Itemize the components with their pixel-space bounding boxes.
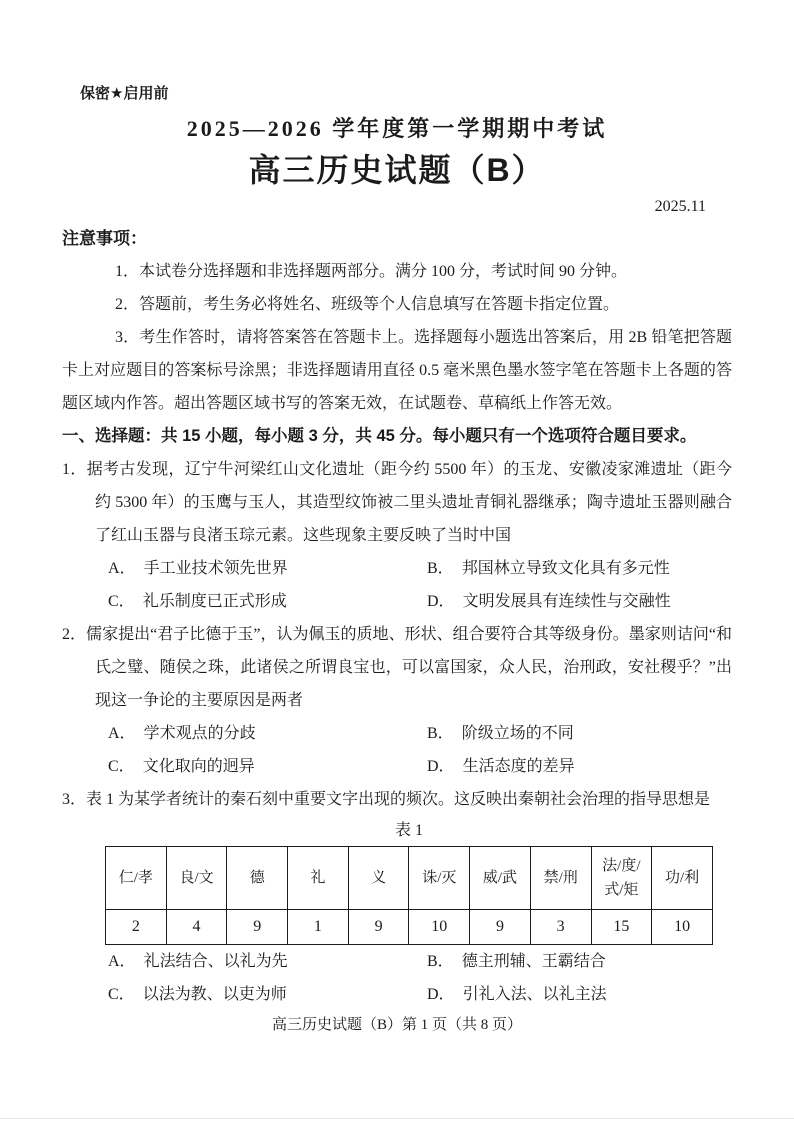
table-header-cell: 法/度/式/矩 bbox=[591, 847, 652, 910]
option-text: 引礼入法、以礼主法 bbox=[462, 986, 607, 1003]
question-3-option-d bbox=[427, 978, 732, 1011]
table-value-cell: 15 bbox=[591, 910, 652, 945]
section-heading: 一、选择题：共 15 小题，每小题 3 分，共 45 分。每小题只有一个选项符合题目要求。 bbox=[62, 427, 697, 445]
frequency-table bbox=[105, 846, 713, 945]
frequency-table-header-row bbox=[106, 847, 713, 910]
option-text: 文明发展具有连续性与交融性 bbox=[462, 593, 671, 610]
table-value-cell: 9 bbox=[470, 910, 531, 945]
option-label: B． bbox=[427, 560, 454, 577]
table-header-cell: 德 bbox=[227, 847, 288, 910]
option-text: 手工业技术领先世界 bbox=[143, 560, 288, 577]
table-header-cell: 仁/孝 bbox=[106, 847, 167, 910]
option-label: C． bbox=[108, 593, 135, 610]
option-label: D． bbox=[427, 986, 455, 1003]
table-header-cell: 禁/刑 bbox=[530, 847, 591, 910]
notice-item-2: 2．答题前，考生务必将姓名、班级等个人信息填写在答题卡指定位置。 bbox=[115, 296, 620, 313]
option-label: D． bbox=[427, 593, 455, 610]
table-value-cell: 1 bbox=[288, 910, 349, 945]
table-header-cell: 威/武 bbox=[470, 847, 531, 910]
security-notice: 保密★启用前 bbox=[80, 85, 169, 102]
table-value-cell: 2 bbox=[106, 910, 167, 945]
table-value-cell: 3 bbox=[530, 910, 591, 945]
option-text: 以法为教、以吏为师 bbox=[142, 986, 287, 1003]
question-2-options bbox=[108, 717, 732, 783]
question-2-option-b bbox=[427, 717, 732, 750]
page-footer: 高三历史试题（B）第 1 页（共 8 页） bbox=[271, 1017, 522, 1033]
option-text: 文化取向的迥异 bbox=[142, 758, 255, 775]
question-1-option-d bbox=[427, 585, 732, 618]
notice-item-1: 1．本试卷分选择题和非选择题两部分。满分 100 分，考试时间 90 分钟。 bbox=[115, 263, 628, 280]
question-2-option-c bbox=[108, 750, 427, 783]
table-value-cell: 10 bbox=[652, 910, 713, 945]
exam-session-title: 2025—2026 学年度第一学期期中考试 bbox=[186, 116, 608, 141]
question-1-stem bbox=[62, 453, 732, 552]
option-text: 学术观点的分歧 bbox=[143, 725, 256, 742]
option-label: B． bbox=[427, 953, 454, 970]
table1-caption: 表 1 bbox=[394, 822, 423, 839]
option-label: A． bbox=[108, 725, 136, 742]
scan-edge-artifact bbox=[0, 1118, 794, 1119]
question-1-option-c bbox=[108, 585, 427, 618]
frequency-table-value-row bbox=[106, 910, 713, 945]
option-text: 礼乐制度已正式形成 bbox=[142, 593, 287, 610]
question-2-text: 儒家提出“君子比德于玉”，认为佩玉的质地、形状、组合要符合其等级身份。墨家则诘问“和氏之璧、随侯之珠，此诸侯之所谓良宝也，可以富国家，众人民，治刑政，安社稷乎？”出现这一争论的主要原因是两者 bbox=[86, 626, 732, 709]
question-2-option-a bbox=[108, 717, 427, 750]
option-text: 阶级立场的不同 bbox=[461, 725, 574, 742]
table-value-cell: 9 bbox=[348, 910, 409, 945]
table-header-cell: 良/文 bbox=[166, 847, 227, 910]
question-1-number: 1． bbox=[62, 461, 87, 478]
question-1-option-b bbox=[427, 552, 732, 585]
table-value-cell: 9 bbox=[227, 910, 288, 945]
table-header-cell: 诛/灭 bbox=[409, 847, 470, 910]
option-label: A． bbox=[108, 953, 136, 970]
table-value-cell: 4 bbox=[166, 910, 227, 945]
question-2-option-d bbox=[427, 750, 732, 783]
notes-heading: 注意事项： bbox=[62, 229, 147, 248]
table-header-cell: 义 bbox=[348, 847, 409, 910]
table-header-cell: 礼 bbox=[288, 847, 349, 910]
option-label: B． bbox=[427, 725, 454, 742]
question-3-options bbox=[108, 945, 732, 1011]
option-label: C． bbox=[108, 986, 135, 1003]
table-header-cell: 功/利 bbox=[652, 847, 713, 910]
question-3-option-a bbox=[108, 945, 427, 978]
question-3-stem bbox=[62, 783, 732, 816]
table-value-cell: 10 bbox=[409, 910, 470, 945]
table1-block bbox=[105, 816, 713, 945]
option-text: 邦国林立导致文化具有多元性 bbox=[461, 560, 670, 577]
question-1-option-a bbox=[108, 552, 427, 585]
question-3-option-c bbox=[108, 978, 427, 1011]
question-3-text: 表 1 为某学者统计的秦石刻中重要文字出现的频次。这反映出秦朝社会治理的指导思想是 bbox=[86, 791, 711, 808]
question-3-option-b bbox=[427, 945, 732, 978]
question-2-stem bbox=[62, 618, 732, 717]
question-1-text: 据考古发现，辽宁牛河梁红山文化遗址（距今约 5500 年）的玉龙、安徽凌家滩遗址（距今约 5300 年）的玉鹰与玉人，其造型纹饰被二里头遗址青铜礼器继承；陶寺遗址玉器则融合了红山玉器与良渚玉琮元素。这些现象主要反映了当时中国 bbox=[86, 461, 732, 544]
paper-title: 高三历史试题（B） bbox=[248, 152, 546, 188]
question-2-number: 2． bbox=[62, 626, 87, 643]
notice-item-3: 3．考生作答时，请将答案答在答题卡上。选择题每小题选出答案后，用 2B 铅笔把答题卡上对应题目的答案标号涂黑；非选择题请用直径 0.5 毫米黑色墨水签字笔在答题卡上各题的答题区域内作答。超出答题区域书写的答案无效，在试题卷、草稿纸上作答无效。 bbox=[62, 329, 732, 412]
option-label: A． bbox=[108, 560, 136, 577]
question-3-number: 3． bbox=[62, 791, 87, 808]
option-label: C． bbox=[108, 758, 135, 775]
option-text: 礼法结合、以礼为先 bbox=[143, 953, 288, 970]
option-text: 德主刑辅、王霸结合 bbox=[461, 953, 606, 970]
question-1-options bbox=[108, 552, 732, 618]
paper-date: 2025.11 bbox=[654, 198, 706, 215]
option-label: D． bbox=[427, 758, 455, 775]
option-text: 生活态度的差异 bbox=[462, 758, 575, 775]
